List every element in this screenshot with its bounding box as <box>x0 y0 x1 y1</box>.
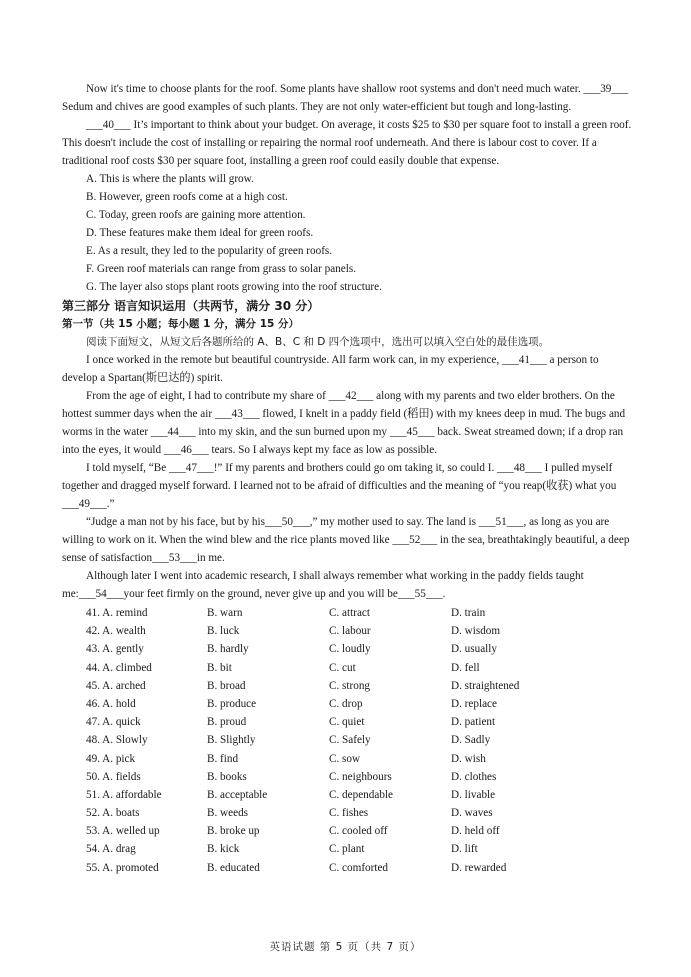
choice-d: D. lift <box>451 843 478 856</box>
choice-b: B. find <box>207 752 239 765</box>
choice-a: 54. A. drag <box>86 843 136 856</box>
cloze-paragraph-4: “Judge a man not by his face, but by his___50___,” my mother used to say. The land is ___51___, as long as you are willing to work on it. When the wind blew and the rice plants moved like ___52___ in the sea, breathtakingly beautiful, a deep sense of satisfaction___53___in me. <box>62 516 630 564</box>
choice-b: B. luck <box>207 625 240 638</box>
choice-a: 42. A. wealth <box>86 625 146 638</box>
section1-heading: 第一节（共 15 小题；每小题 1 分，满分 15 分） <box>62 318 299 330</box>
choice-row <box>62 695 634 713</box>
choice-row <box>62 786 634 804</box>
choice-d: D. wisdom <box>451 625 501 638</box>
choice-row <box>62 822 634 840</box>
choice-row <box>62 859 634 877</box>
choice-d: D. straightened <box>451 679 520 692</box>
seven-choice-options <box>62 170 634 296</box>
cloze-paragraph-5: Although later I went into academic research, I shall always remember what working in the paddy fields taught me:___54___your feet firmly on the ground, never give up and you will be___55___. <box>62 570 584 600</box>
option-c: C. Today, green roofs are gaining more attention. <box>86 209 306 221</box>
choice-c: C. loudly <box>329 643 371 656</box>
paragraph-budget: ___40___ It’s important to think about your budget. On average, it costs $25 to $30 per square foot to install a green roof. This doesn't include the cost of installing or repairing the normal roof underneath. And there is labour cost to cover. If a traditional roof costs $30 per square foot, installing a green roof could easily double that expense. <box>62 119 632 167</box>
option-b: B. However, green roofs come at a high cost. <box>86 191 288 203</box>
choice-row <box>62 677 634 695</box>
choice-b: B. broad <box>207 679 246 692</box>
choice-c: C. plant <box>329 843 365 856</box>
choice-d: D. clothes <box>451 770 497 783</box>
choice-d: D. rewarded <box>451 861 507 874</box>
choice-c: C. Safely <box>329 734 371 747</box>
choice-a: 52. A. boats <box>86 807 140 820</box>
choice-c: C. drop <box>329 697 363 710</box>
choice-b: B. produce <box>207 697 257 710</box>
choice-b: B. proud <box>207 716 247 729</box>
choice-d: D. usually <box>451 643 497 656</box>
choice-d: D. replace <box>451 697 497 710</box>
option-e: E. As a result, they led to the popularity of green roofs. <box>86 245 333 257</box>
part3-heading: 第三部分 语言知识运用（共两节，满分 30 分） <box>62 299 320 313</box>
choice-a: 45. A. arched <box>86 679 146 692</box>
choice-row <box>62 604 634 622</box>
choice-d: D. held off <box>451 825 500 838</box>
choice-row <box>62 713 634 731</box>
choice-b: B. books <box>207 770 247 783</box>
choice-row <box>62 768 634 786</box>
choice-row <box>62 640 634 658</box>
choice-d: D. waves <box>451 807 493 820</box>
choice-a: 41. A. remind <box>86 607 148 619</box>
choice-a: 55. A. promoted <box>86 861 159 874</box>
choice-b: B. bit <box>207 661 232 674</box>
choice-row <box>62 622 634 640</box>
choice-b: B. broke up <box>207 825 260 838</box>
cloze-paragraph-2: From the age of eight, I had to contribute my share of ___42___ along with my parents and two elder brothers. On the hottest summer days when the air ___43___ flowed, I knelt in a paddy field (稻田) with my knees deep in mud. The bugs and worms in the water ___44___ into my skin, and the sun burned upon my ___45___ back. Sweat streamed down; if a drop ran into the eyes, it would ___46___ tears. So I always kept my face as low as possible. <box>62 390 626 456</box>
instruction-text: 阅读下面短文，从短文后各题所给的 A、B、C 和 D 四个选项中，选出可以填入空白处的最佳选项。 <box>86 336 550 348</box>
choice-d: D. wish <box>451 752 486 765</box>
choice-a: 53. A. welled up <box>86 825 160 838</box>
page-footer: 英语试题 第 5 页（共 7 页） <box>269 941 422 953</box>
choice-c: C. attract <box>329 607 371 619</box>
choice-b: B. hardly <box>207 643 249 656</box>
choice-c: C. comforted <box>329 861 389 874</box>
choice-row <box>62 731 634 749</box>
choice-d: D. Sadly <box>451 734 491 747</box>
option-d: D. These features make them ideal for green roofs. <box>86 227 314 239</box>
choice-a: 51. A. affordable <box>86 788 162 801</box>
choice-row <box>62 840 634 858</box>
choice-c: C. sow <box>329 752 361 765</box>
choice-c: C. strong <box>329 679 371 692</box>
choice-a: 44. A. climbed <box>86 661 152 674</box>
cloze-paragraph-1: I once worked in the remote but beautiful countryside. All farm work can, in my experience, ___41___ a person to develop a Spartan(斯巴达的) spirit. <box>62 354 599 384</box>
choice-c: C. neighbours <box>329 770 392 783</box>
choice-a: 50. A. fields <box>86 770 141 783</box>
choice-row <box>62 659 634 677</box>
cloze-paragraph-3: I told myself, “Be ___47___!” If my parents and brothers could go om taking it, so could I. ___48___ I pulled myself together and dragged myself forward. I learned not to be afraid of difficulties and the meaning of “you reap(收获) what you ___49___.” <box>62 462 617 510</box>
choice-d: D. train <box>451 607 486 619</box>
choice-d: D. fell <box>451 661 480 674</box>
choice-b: B. warn <box>207 607 243 619</box>
choice-a: 46. A. hold <box>86 697 136 710</box>
answer-choices-table <box>62 604 634 877</box>
choice-c: C. dependable <box>329 788 393 801</box>
choice-d: D. patient <box>451 716 496 729</box>
choice-b: B. weeds <box>207 807 249 820</box>
choice-b: B. Slightly <box>207 734 256 747</box>
choice-a: 47. A. quick <box>86 716 141 729</box>
choice-c: C. cooled off <box>329 825 388 838</box>
choice-c: C. quiet <box>329 716 365 729</box>
choice-row <box>62 804 634 822</box>
choice-b: B. educated <box>207 861 260 874</box>
choice-row <box>62 750 634 768</box>
choice-b: B. acceptable <box>207 788 268 801</box>
choice-a: 43. A. gently <box>86 643 144 656</box>
exam-page <box>62 80 634 877</box>
choice-a: 48. A. Slowly <box>86 734 148 747</box>
paragraph-plants: Now it's time to choose plants for the roof. Some plants have shallow root systems and don't need much water. ___39___ Sedum and chives are good examples of such plants. They are not only water-efficient but tough and long-lasting. <box>62 83 629 113</box>
choice-b: B. kick <box>207 843 240 856</box>
option-a: A. This is where the plants will grow. <box>86 173 254 185</box>
choice-c: C. labour <box>329 625 371 638</box>
option-f: F. Green roof materials can range from grass to solar panels. <box>86 263 356 275</box>
choice-d: D. livable <box>451 788 496 801</box>
option-g: G. The layer also stops plant roots growing into the roof structure. <box>86 281 382 293</box>
choice-c: C. fishes <box>329 807 369 820</box>
choice-c: C. cut <box>329 661 356 674</box>
choice-a: 49. A. pick <box>86 752 136 765</box>
